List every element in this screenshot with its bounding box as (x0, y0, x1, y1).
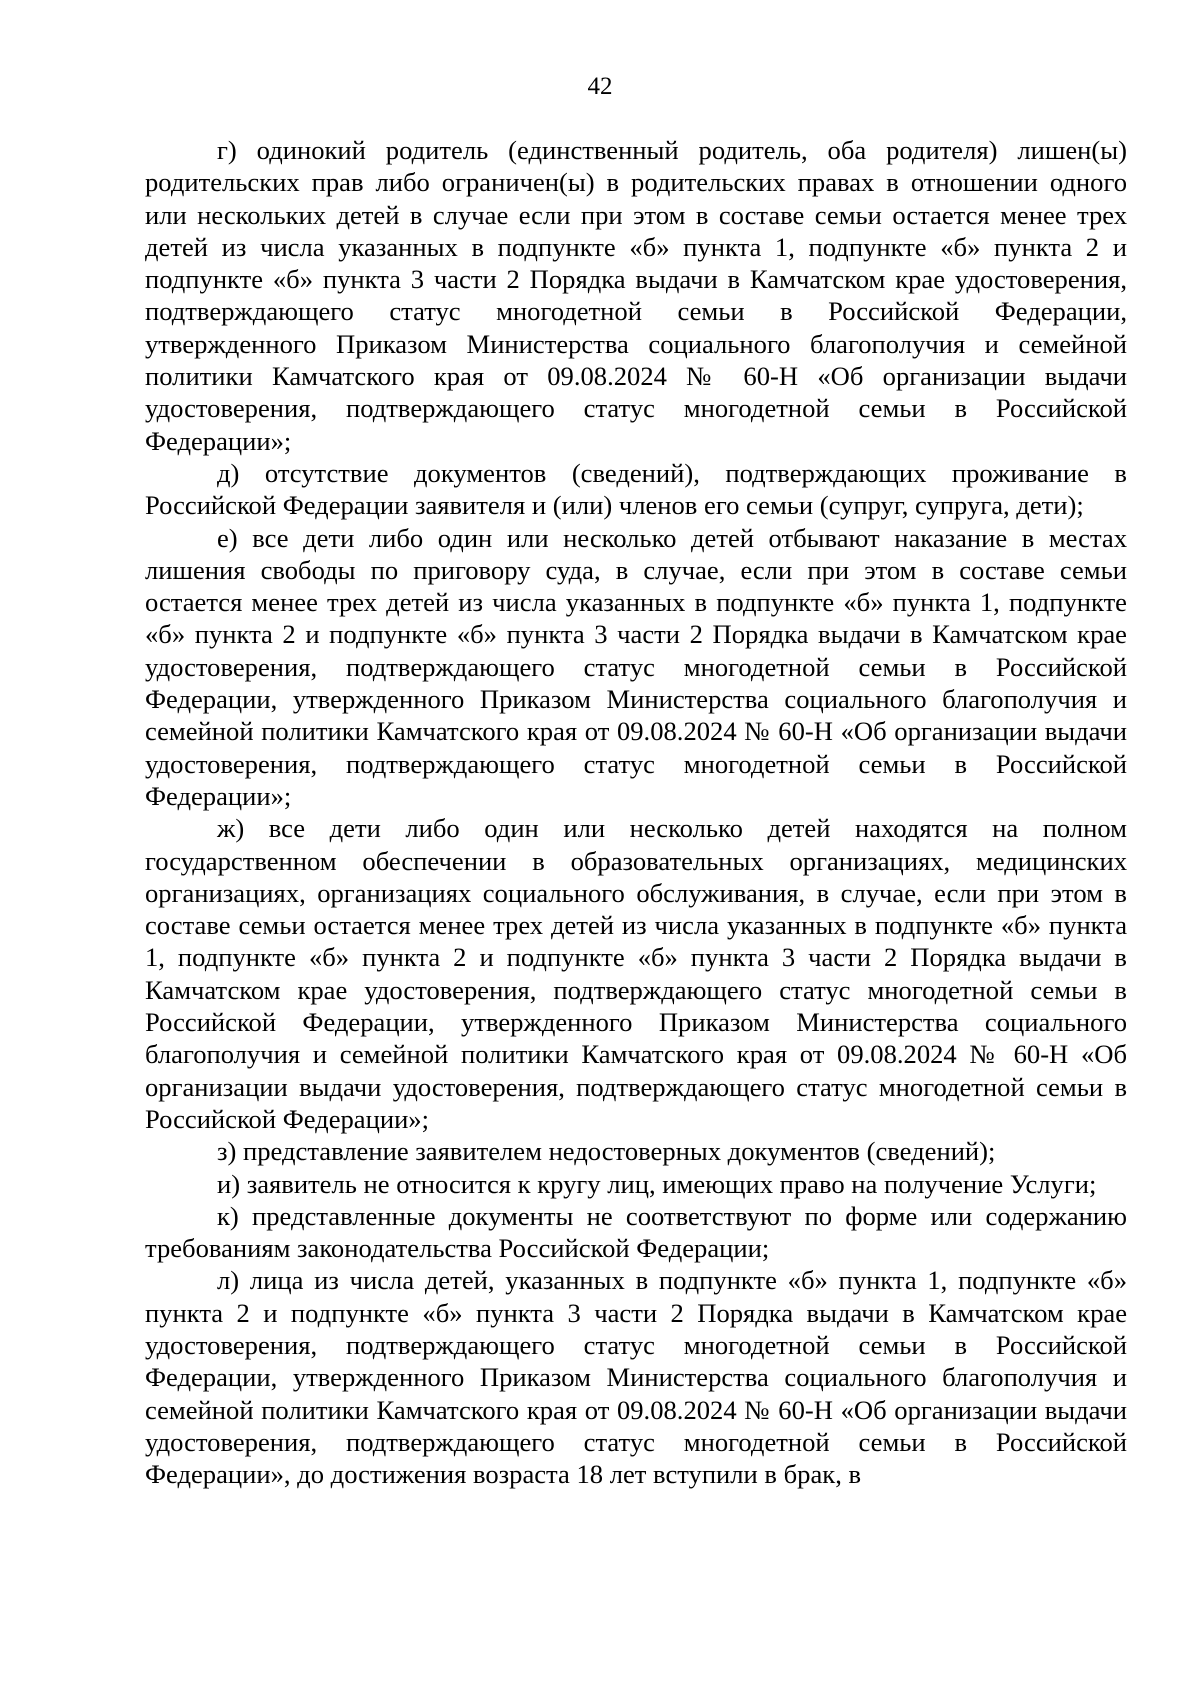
paragraph-k: к) представленные документы не соответствуют по форме или содержанию требованиям законодательства Российской Федерации; (145, 1200, 1127, 1264)
document-body (145, 134, 1127, 1490)
paragraph-d: д) отсутствие документов (сведений), подтверждающих проживание в Российской Федерации заявителя и (или) членов его семьи (супруг, супруга, дети); (145, 457, 1127, 521)
paragraph-l: л) лица из числа детей, указанных в подпункте «б» пункта 1, подпункте «б» пункта 2 и подпункте «б» пункта 3 части 2 Порядка выдачи в Камчатском крае удостоверения, подтверждающего статус многодетной семьи в Российской Федерации, утвержденного Приказом Министерства социального благополучия и семейной политики Камчатского края от 09.08.2024 № 60-Н «Об организации выдачи удостоверения, подтверждающего статус многодетной семьи в Российской Федерации», до достижения возраста 18 лет вступили в брак, в (145, 1265, 1127, 1490)
paragraph-e: е) все дети либо один или несколько детей отбывают наказание в местах лишения свободы по приговору суда, в случае, если при этом в составе семьи остается менее трех детей из числа указанных в подпункте «б» пункта 1, подпункте «б» пункта 2 и подпункте «б» пункта 3 части 2 Порядка выдачи в Камчатском крае удостоверения, подтверждающего статус многодетной семьи в Российской Федерации, утвержденного Приказом Министерства социального благополучия и семейной политики Камчатского края от 09.08.2024 № 60-Н «Об организации выдачи удостоверения, подтверждающего статус многодетной семьи в Российской Федерации»; (145, 522, 1127, 811)
page-number: 42 (587, 73, 613, 100)
paragraph-zh: ж) все дети либо один или несколько детей находятся на полном государственном обеспечении в образовательных организациях, медицинских организациях, организациях социального обслуживания, в случае, если при этом в составе семьи остается менее трех детей из числа указанных в подпункте «б» пункта 1, подпункте «б» пункта 2 и подпункте «б» пункта 3 части 2 Порядка выдачи в Камчатском крае удостоверения, подтверждающего статус многодетной семьи в Российской Федерации, утвержденного Приказом Министерства социального благополучия и семейной политики Камчатского края от 09.08.2024 № 60-Н «Об организации выдачи удостоверения, подтверждающего статус многодетной семьи в Российской Федерации»; (145, 813, 1127, 1134)
paragraph-i: и) заявитель не относится к кругу лиц, имеющих право на получение Услуги; (217, 1168, 1097, 1199)
paragraph-z: з) представление заявителем недостоверных документов (сведений); (217, 1136, 996, 1167)
paragraph-g: г) одинокий родитель (единственный родитель, оба родителя) лишен(ы) родительских прав либо ограничен(ы) в родительских правах в отношении одного или нескольких детей в случае если при этом в составе семьи остается менее трех детей из числа указанных в подпункте «б» пункта 1, подпункте «б» пункта 2 и подпункте «б» пункта 3 части 2 Порядка выдачи в Камчатском крае удостоверения, подтверждающего статус многодетной семьи в Российской Федерации, утвержденного Приказом Министерства социального благополучия и семейной политики Камчатского края от 09.08.2024 № 60-Н «Об организации выдачи удостоверения, подтверждающего статус многодетной семьи в Российской Федерации»; (145, 135, 1127, 456)
